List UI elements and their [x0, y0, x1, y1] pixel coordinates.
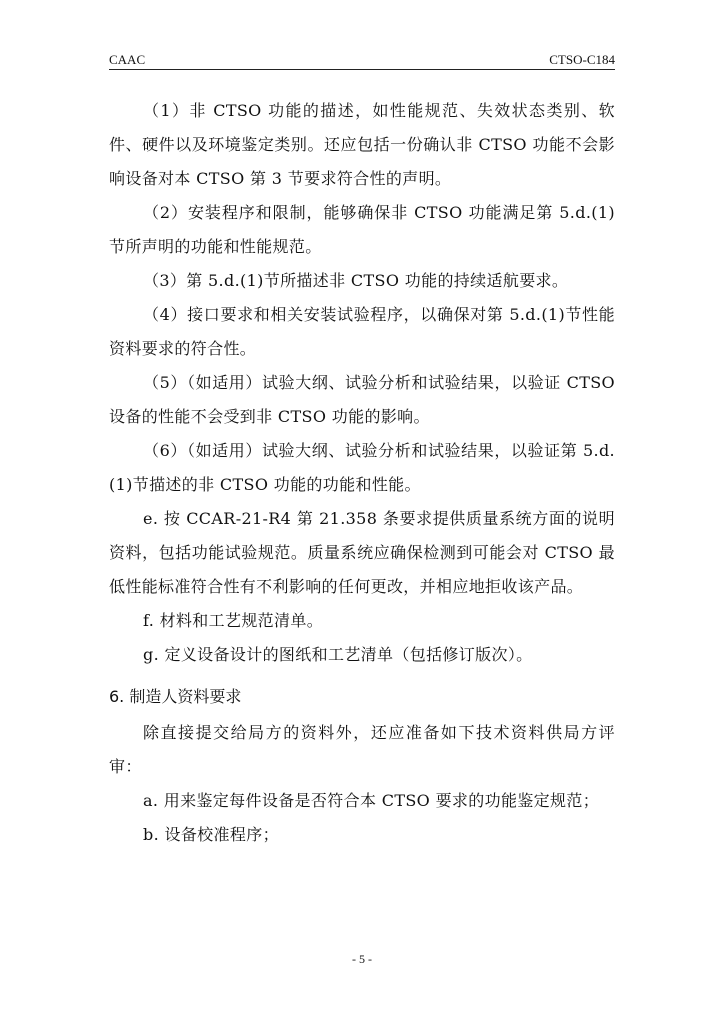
- page-body: [109, 94, 615, 852]
- paragraph-item-g: g. 定义设备设计的图纸和工艺清单（包括修订版次）。: [143, 645, 533, 664]
- list-item-b: b. 设备校准程序；: [143, 825, 279, 844]
- paragraph-item-2: （2）安装程序和限制，能够确保非 CTSO 功能满足第 5.d.(1)节所声明的功能和性能规范。: [109, 203, 615, 256]
- header-rule: [109, 69, 615, 70]
- section-intro: 除直接提交给局方的资料外，还应准备如下技术资料供局方评审：: [109, 723, 615, 776]
- page-header: [109, 52, 615, 68]
- paragraph-item-6: （6）（如适用）试验大纲、试验分析和试验结果，以验证第 5.d.(1)节描述的非 CTSO 功能的功能和性能。: [109, 441, 615, 494]
- header-org: CAAC: [109, 52, 146, 67]
- paragraph-item-3: （3）第 5.d.(1)节所描述非 CTSO 功能的持续适航要求。: [143, 271, 569, 290]
- section-heading: 6. 制造人资料要求: [109, 687, 242, 706]
- header-doc-number: CTSO-C184: [549, 52, 615, 67]
- paragraph-item-5: （5）（如适用）试验大纲、试验分析和试验结果，以验证 CTSO 设备的性能不会受到非 CTSO 功能的影响。: [109, 373, 615, 426]
- paragraph-item-f: f. 材料和工艺规范清单。: [143, 611, 324, 630]
- paragraph-item-1: （1）非 CTSO 功能的描述，如性能规范、失效状态类别、软件、硬件以及环境鉴定类别。还应包括一份确认非 CTSO 功能不会影响设备对本 CTSO 第 3 节要求符合性的声明。: [109, 101, 615, 188]
- paragraph-item-4: （4）接口要求和相关安装试验程序，以确保对第 5.d.(1)节性能资料要求的符合性。: [109, 305, 615, 358]
- list-item-a: a. 用来鉴定每件设备是否符合本 CTSO 要求的功能鉴定规范；: [143, 791, 600, 810]
- paragraph-item-e: e. 按 CCAR-21-R4 第 21.358 条要求提供质量系统方面的说明资料，包括功能试验规范。质量系统应确保检测到可能会对 CTSO 最低性能标准符合性有不利影响的任何更改，并相应地拒收该产品。: [109, 509, 615, 596]
- page-number: - 5 -: [352, 952, 372, 966]
